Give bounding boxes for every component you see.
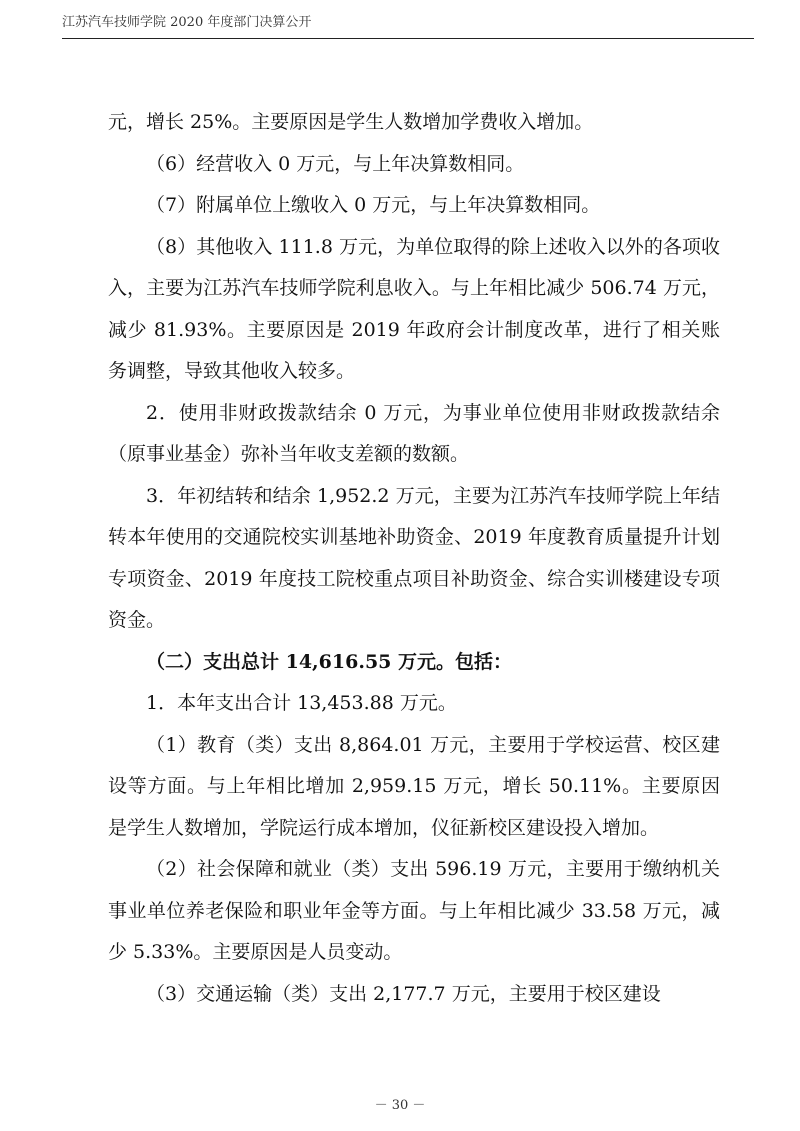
paragraph-social-security-expenditure: （2）社会保障和就业（类）支出 596.19 万元，主要用于缴纳机关事业单位养老保险和职业年金等方面。与上年相比减少 33.58 万元，减少 5.33%。主要原因是人员变动。: [108, 858, 720, 963]
paragraph-non-fiscal-balance: 2．使用非财政拨款结余 0 万元，为事业单位使用非财政拨款结余（原事业基金）弥补当年收支差额的数额。: [108, 401, 720, 465]
paragraph-carryover: 3．年初结转和结余 1,952.2 万元，主要为江苏汽车技师学院上年结转本年使用的交通院校实训基地补助资金、2019 年度教育质量提升计划专项资金、2019 年度技工院校重点项目补助资金、综合实训楼建设专项资金。: [108, 484, 720, 631]
document-body: [108, 102, 720, 1015]
paragraph-operating-income: （6）经营收入 0 万元，与上年决算数相同。: [146, 152, 525, 175]
paragraph-total-expenditure: 1．本年支出合计 13,453.88 万元。: [146, 692, 457, 714]
page-footer: [0, 1094, 800, 1113]
paragraph-continuation: 元，增长 25%。主要原因是学生人数增加学费收入增加。: [108, 111, 594, 133]
paragraph-other-income: （8）其他收入 111.8 万元，为单位取得的除上述收入以外的各项收入，主要为江苏汽车技师学院利息收入。与上年相比减少 506.74 万元，减少 81.93%。主要原因是 2019 年政府会计制度改革，进行了相关账务调整，导致其他收入较多。: [108, 235, 720, 382]
paragraph-transport-expenditure: （3）交通运输（类）支出 2,177.7 万元，主要用于校区建设: [146, 982, 661, 1005]
page-number: － 30 －: [374, 1098, 426, 1113]
header-title: 江苏汽车技师学院 2020 年度部门决算公开: [62, 15, 312, 30]
section-heading-expenditure: （二）支出总计 14,616.55 万元。包括：: [146, 650, 513, 673]
paragraph-affiliate-income: （7）附属单位上缴收入 0 万元，与上年决算数相同。: [146, 194, 601, 216]
paragraph-education-expenditure: （1）教育（类）支出 8,864.01 万元，主要用于学校运营、校区建设等方面。与上年相比增加 2,959.15 万元，增长 50.11%。主要原因是学生人数增加，学院运行成本增加，仪征新校区建设投入增加。: [108, 733, 720, 839]
page-header: [62, 10, 754, 39]
